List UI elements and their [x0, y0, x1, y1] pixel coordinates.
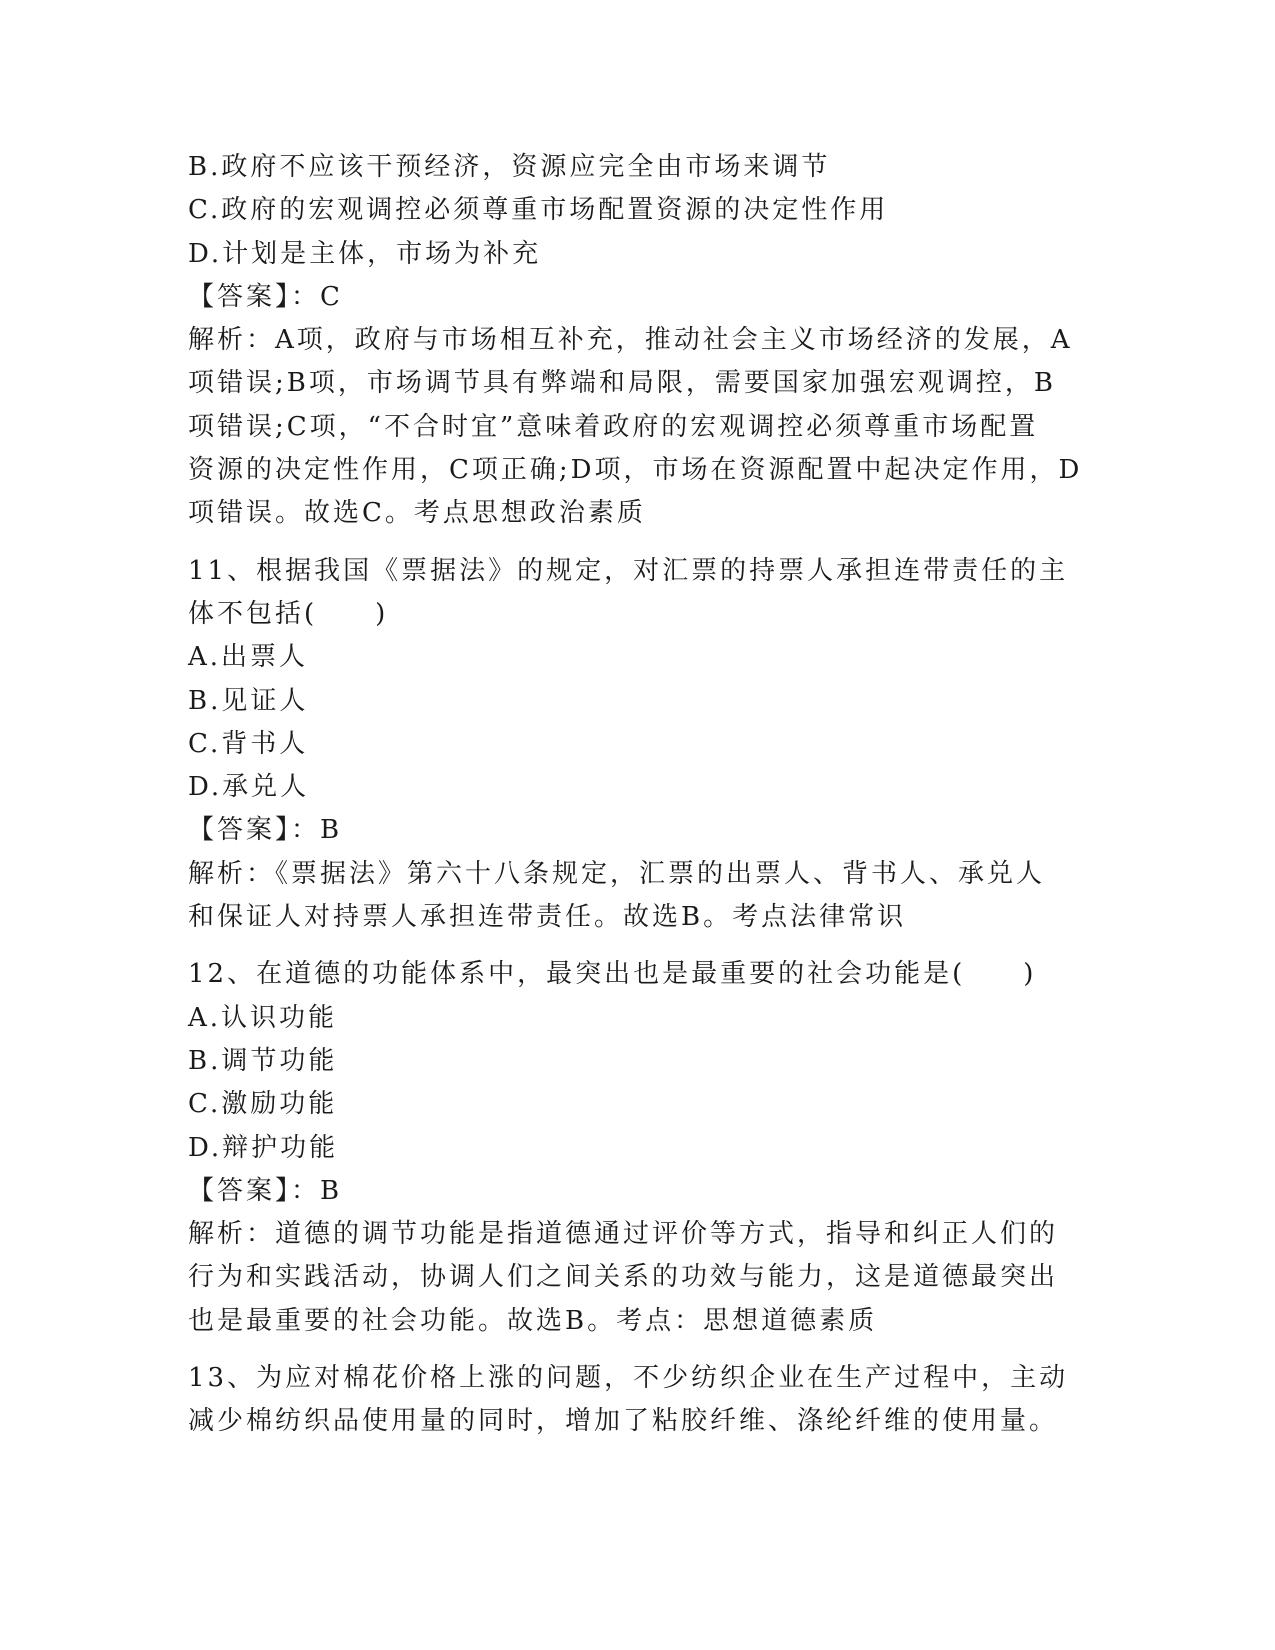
analysis-line: 解析：A项，政府与市场相互补充，推动社会主义市场经济的发展，A [188, 325, 1073, 356]
option-c: C.政府的宏观调控必须尊重市场配置资源的决定性作用 [188, 195, 889, 226]
analysis-line: 项错误;B项，市场调节具有弊端和局限，需要国家加强宏观调控，B [188, 368, 1056, 399]
answer-line [188, 809, 1088, 852]
option-b: B.调节功能 [188, 1045, 338, 1076]
option-b: B.政府不应该干预经济，资源应完全由市场来调节 [188, 152, 831, 182]
answer-value: B [320, 815, 343, 846]
analysis-line: 行为和实践活动，协调人们之间关系的功效与能力，这是道德最突出 [188, 1262, 1059, 1293]
option-c: C.背书人 [188, 728, 309, 759]
question-12 [188, 953, 1088, 1343]
analysis-line: 资源的决定性作用，C项正确;D项，市场在资源配置中起决定作用，D [188, 455, 1083, 486]
option-b: B.见证人 [188, 685, 309, 716]
question-13 [188, 1357, 1088, 1444]
question-stem: 13、为应对棉花价格上涨的问题，不少纺织企业在生产过程中，主动 [188, 1363, 1069, 1394]
answer-line [188, 276, 1088, 319]
question-stem: 体不包括( ) [188, 598, 389, 629]
answer-line [188, 1170, 1088, 1213]
answer-label: 【答案】： [188, 1175, 321, 1206]
document-page [188, 146, 1088, 1444]
analysis-line: 解析：道德的调节功能是指道德通过评价等方式，指导和纠正人们的 [188, 1219, 1059, 1250]
analysis-line: 解析：《票据法》第六十八条规定，汇票的出票人、背书人、承兑人 [188, 858, 1046, 889]
section-gap [188, 939, 1088, 953]
analysis-line: 项错误;C项，“不合时宜”意味着政府的宏观调控必须尊重市场配置 [188, 411, 1039, 442]
question-10-continuation [188, 146, 1088, 536]
question-stem: 12、在道德的功能体系中，最突出也是最重要的社会功能是( ) [188, 959, 1037, 990]
option-c: C.激励功能 [188, 1089, 338, 1120]
question-stem: 减少棉纺织品使用量的同时，增加了粘胶纤维、涤纶纤维的使用量。 [188, 1406, 1059, 1437]
section-gap [188, 1343, 1088, 1357]
option-d: D.承兑人 [188, 772, 310, 803]
answer-label: 【答案】： [188, 281, 321, 312]
option-a: A.认识功能 [188, 1002, 338, 1033]
analysis-line: 和保证人对持票人承担连带责任。故选B。考点法律常识 [188, 902, 907, 933]
analysis-line: 也是最重要的社会功能。故选B。考点：思想道德素质 [188, 1305, 878, 1336]
option-d: D.计划是主体，市场为补充 [188, 238, 542, 269]
answer-label: 【答案】： [188, 815, 321, 846]
option-d: D.辩护功能 [188, 1132, 339, 1163]
answer-value: B [320, 1175, 343, 1206]
question-11 [188, 550, 1088, 940]
question-stem: 11、根据我国《票据法》的规定，对汇票的持票人承担连带责任的主 [188, 555, 1069, 586]
section-gap [188, 536, 1088, 550]
answer-value: C [320, 281, 343, 312]
option-a: A.出票人 [188, 642, 309, 673]
analysis-line: 项错误。故选C。考点思想政治素质 [188, 498, 646, 529]
